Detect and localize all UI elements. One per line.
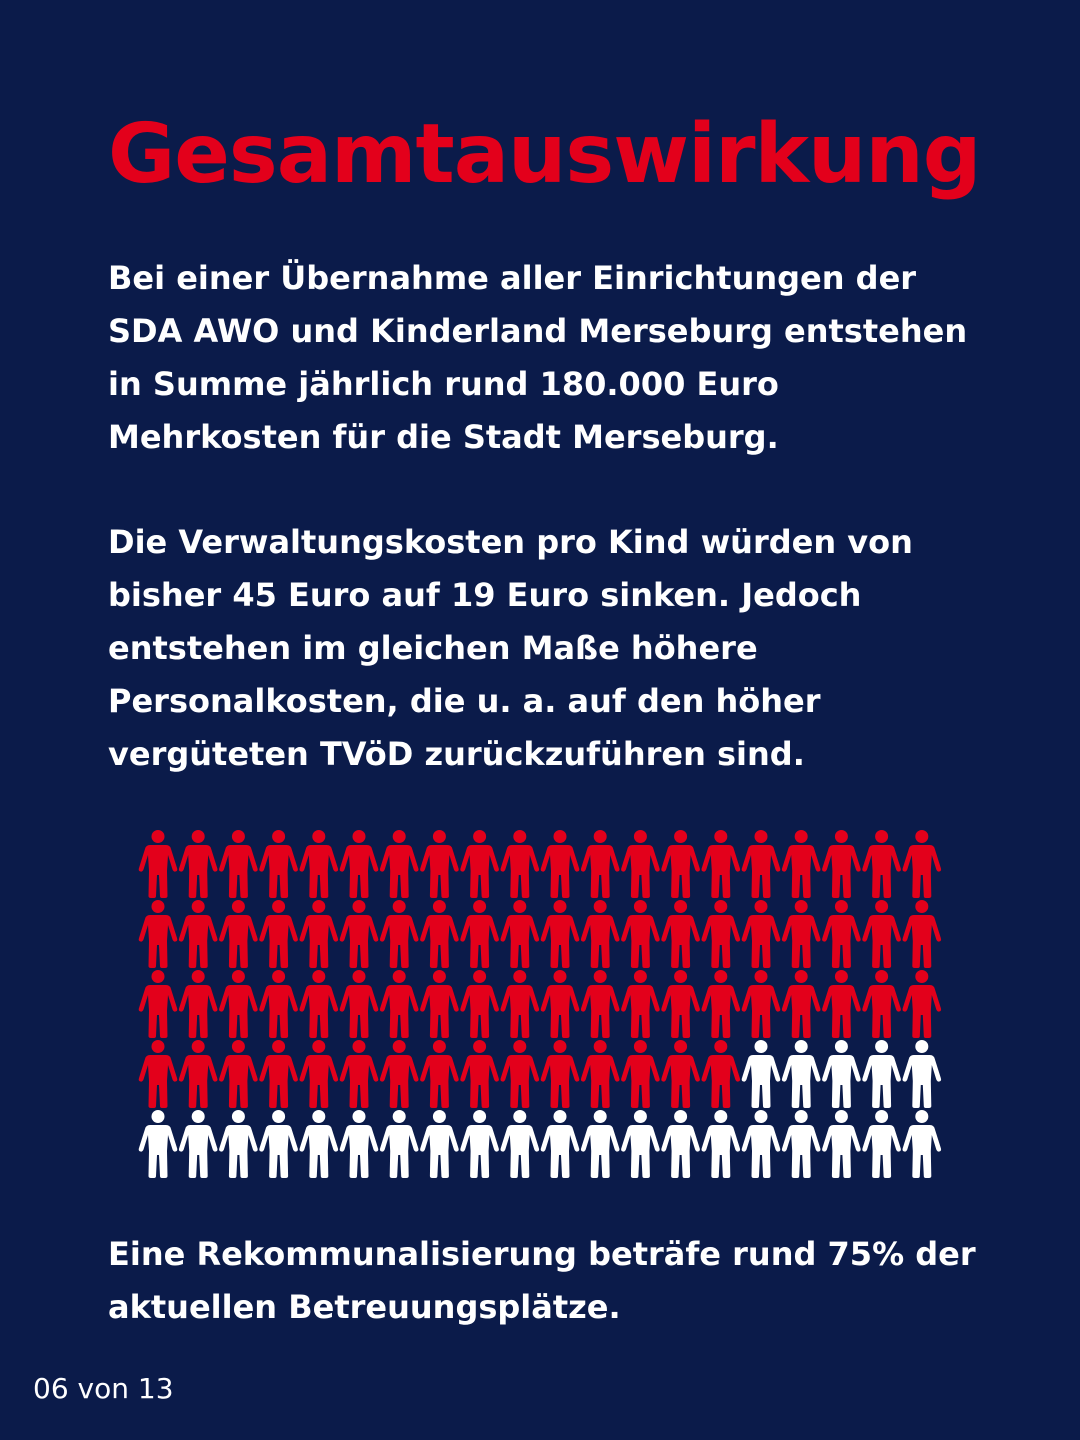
- person-icon-highlighted: [460, 1040, 499, 1108]
- person-icon-highlighted: [139, 900, 178, 968]
- person-icon-highlighted: [219, 900, 258, 968]
- person-icon: [501, 1110, 540, 1178]
- person-icon-highlighted: [139, 1040, 178, 1108]
- person-icon: [259, 1110, 298, 1178]
- person-icon-highlighted: [179, 1040, 218, 1108]
- page-counter: 06 von 13: [33, 1372, 174, 1405]
- person-icon-highlighted: [380, 830, 419, 898]
- person-icon-highlighted: [179, 830, 218, 898]
- person-icon-highlighted: [259, 970, 298, 1038]
- person-icon-highlighted: [581, 830, 620, 898]
- person-icon-highlighted: [702, 830, 741, 898]
- person-icon: [380, 1110, 419, 1178]
- person-icon: [179, 1110, 218, 1178]
- intro-paragraph: Bei einer Übernahme aller Einrichtungen der SDA AWO und Kinderland Merseburg entstehen in Summe jährlich rund 180.000 Euro Mehrkosten für die Stadt Merseburg.: [108, 259, 968, 456]
- person-icon: [782, 1040, 821, 1108]
- person-icon-highlighted: [702, 1040, 741, 1108]
- person-icon-highlighted: [782, 830, 821, 898]
- person-icon-highlighted: [300, 1040, 339, 1108]
- person-icon-highlighted: [501, 1040, 540, 1108]
- person-icon-highlighted: [581, 900, 620, 968]
- person-icon-highlighted: [621, 970, 660, 1038]
- person-icon-highlighted: [822, 900, 861, 968]
- person-icon-highlighted: [621, 830, 660, 898]
- person-icon: [862, 1110, 901, 1178]
- person-icon-highlighted: [219, 1040, 258, 1108]
- person-icon-highlighted: [782, 900, 821, 968]
- person-icon-highlighted: [340, 830, 379, 898]
- people-pictogram: [138, 830, 942, 1182]
- person-icon: [219, 1110, 258, 1178]
- person-icon-highlighted: [501, 900, 540, 968]
- person-icon-highlighted: [340, 1040, 379, 1108]
- person-icon-highlighted: [259, 900, 298, 968]
- person-icon-highlighted: [862, 830, 901, 898]
- person-icon-highlighted: [822, 970, 861, 1038]
- person-icon: [661, 1110, 700, 1178]
- person-icon-highlighted: [621, 1040, 660, 1108]
- person-icon: [581, 1110, 620, 1178]
- person-icon-highlighted: [661, 830, 700, 898]
- person-icon-highlighted: [621, 900, 660, 968]
- person-icon: [702, 1110, 741, 1178]
- person-icon-highlighted: [903, 830, 942, 898]
- person-icon-highlighted: [219, 830, 258, 898]
- person-icon: [742, 1040, 781, 1108]
- person-icon-highlighted: [139, 830, 178, 898]
- person-icon-highlighted: [702, 900, 741, 968]
- person-icon-highlighted: [782, 970, 821, 1038]
- person-icon: [742, 1110, 781, 1178]
- person-icon-highlighted: [340, 970, 379, 1038]
- person-icon-highlighted: [702, 970, 741, 1038]
- person-icon: [903, 1110, 942, 1178]
- person-icon-highlighted: [139, 970, 178, 1038]
- person-icon-highlighted: [541, 970, 580, 1038]
- person-icon-highlighted: [460, 830, 499, 898]
- person-icon-highlighted: [661, 900, 700, 968]
- person-icon: [621, 1110, 660, 1178]
- person-icon-highlighted: [380, 970, 419, 1038]
- person-icon-highlighted: [742, 900, 781, 968]
- person-icon-highlighted: [179, 970, 218, 1038]
- person-icon-highlighted: [420, 1040, 459, 1108]
- cost-paragraph: Die Verwaltungskosten pro Kind würden von bisher 45 Euro auf 19 Euro sinken. Jedoch entstehen im gleichen Maße höhere Personalkosten, die u. a. auf den höher vergüteten TVöD zurückzuführen sind.: [108, 523, 913, 773]
- person-icon-highlighted: [219, 970, 258, 1038]
- person-icon-highlighted: [300, 830, 339, 898]
- person-icon-highlighted: [903, 970, 942, 1038]
- person-icon: [862, 1040, 901, 1108]
- person-icon-highlighted: [259, 1040, 298, 1108]
- person-icon: [903, 1040, 942, 1108]
- person-icon-highlighted: [742, 970, 781, 1038]
- person-icon-highlighted: [501, 830, 540, 898]
- person-icon-highlighted: [380, 1040, 419, 1108]
- summary-paragraph: Eine Rekommunalisierung beträfe rund 75% der aktuellen Betreuungsplätze.: [108, 1235, 976, 1326]
- person-icon-highlighted: [420, 830, 459, 898]
- person-icon-highlighted: [300, 970, 339, 1038]
- person-icon-highlighted: [822, 830, 861, 898]
- person-icon: [782, 1110, 821, 1178]
- person-icon-highlighted: [340, 900, 379, 968]
- person-icon: [139, 1110, 178, 1178]
- person-icon-highlighted: [541, 830, 580, 898]
- person-icon-highlighted: [661, 1040, 700, 1108]
- person-icon: [460, 1110, 499, 1178]
- person-icon-highlighted: [862, 900, 901, 968]
- person-icon-highlighted: [541, 1040, 580, 1108]
- person-icon-highlighted: [501, 970, 540, 1038]
- person-icon: [340, 1110, 379, 1178]
- person-icon-highlighted: [903, 900, 942, 968]
- person-icon-highlighted: [259, 830, 298, 898]
- person-icon-highlighted: [661, 970, 700, 1038]
- person-icon-highlighted: [742, 830, 781, 898]
- person-icon-highlighted: [581, 1040, 620, 1108]
- person-icon-highlighted: [420, 970, 459, 1038]
- person-icon: [541, 1110, 580, 1178]
- person-icon-highlighted: [300, 900, 339, 968]
- person-icon: [300, 1110, 339, 1178]
- person-icon-highlighted: [862, 970, 901, 1038]
- person-icon: [420, 1110, 459, 1178]
- person-icon-highlighted: [541, 900, 580, 968]
- person-icon-highlighted: [460, 900, 499, 968]
- person-icon-highlighted: [420, 900, 459, 968]
- person-icon-highlighted: [179, 900, 218, 968]
- person-icon: [822, 1110, 861, 1178]
- person-icon-highlighted: [581, 970, 620, 1038]
- person-icon: [822, 1040, 861, 1108]
- person-icon-highlighted: [380, 900, 419, 968]
- person-icon-highlighted: [460, 970, 499, 1038]
- page-title: Gesamtauswirkung: [108, 107, 981, 202]
